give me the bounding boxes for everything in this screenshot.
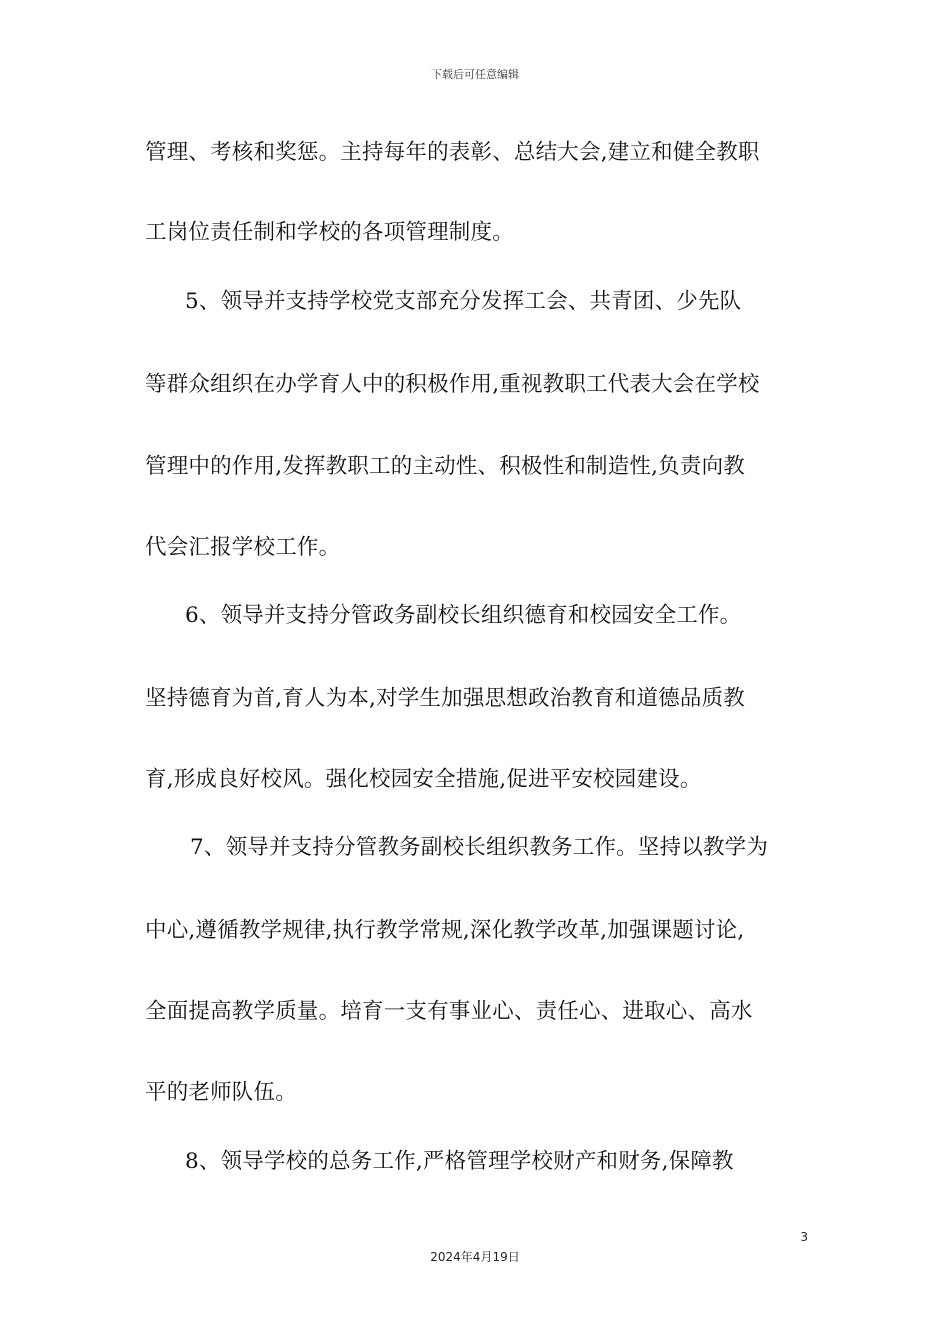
text-line: 管理、考核和奖惩。主持每年的表彰、总结大会,建立和健全教职: [145, 140, 760, 165]
text-line: 中心,遵循教学规律,执行教学常规,深化教学改革,加强课题讨论,: [145, 918, 745, 943]
page-number: 3: [800, 1230, 808, 1244]
text-line: 工岗位责任制和学校的各项管理制度。: [145, 220, 514, 245]
text-line: 管理中的作用,发挥教职工的主动性、积极性和制造性,负责向教: [145, 454, 745, 479]
footer-date: 2024年4月19日: [430, 1250, 520, 1264]
paragraph-8-line: 8、领导学校的总务工作,严格管理学校财产和财务,保障教: [185, 1149, 734, 1174]
paragraph-6-line: 6、领导并支持分管政务副校长组织德育和校园安全工作。: [185, 603, 742, 628]
text-line: 全面提高教学质量。培育一支有事业心、责任心、进取心、高水: [145, 999, 753, 1024]
text-line: 育,形成良好校风。强化校园安全措施,促进平安校园建设。: [145, 767, 702, 792]
text-line: 代会汇报学校工作。: [145, 535, 341, 560]
paragraph-7-line: 7、领导并支持分管教务副校长组织教务工作。坚持以教学为: [190, 835, 769, 860]
text-line: 坚持德育为首,育人为本,对学生加强思想政治教育和道德品质教: [145, 686, 745, 711]
page-header: 下载后可任意编辑: [431, 68, 519, 81]
text-line: 等群众组织在办学育人中的积极作用,重视教职工代表大会在学校: [145, 372, 760, 397]
text-line: 平的老师队伍。: [145, 1080, 297, 1105]
paragraph-5-line: 5、领导并支持学校党支部充分发挥工会、共青团、少先队: [185, 289, 742, 314]
